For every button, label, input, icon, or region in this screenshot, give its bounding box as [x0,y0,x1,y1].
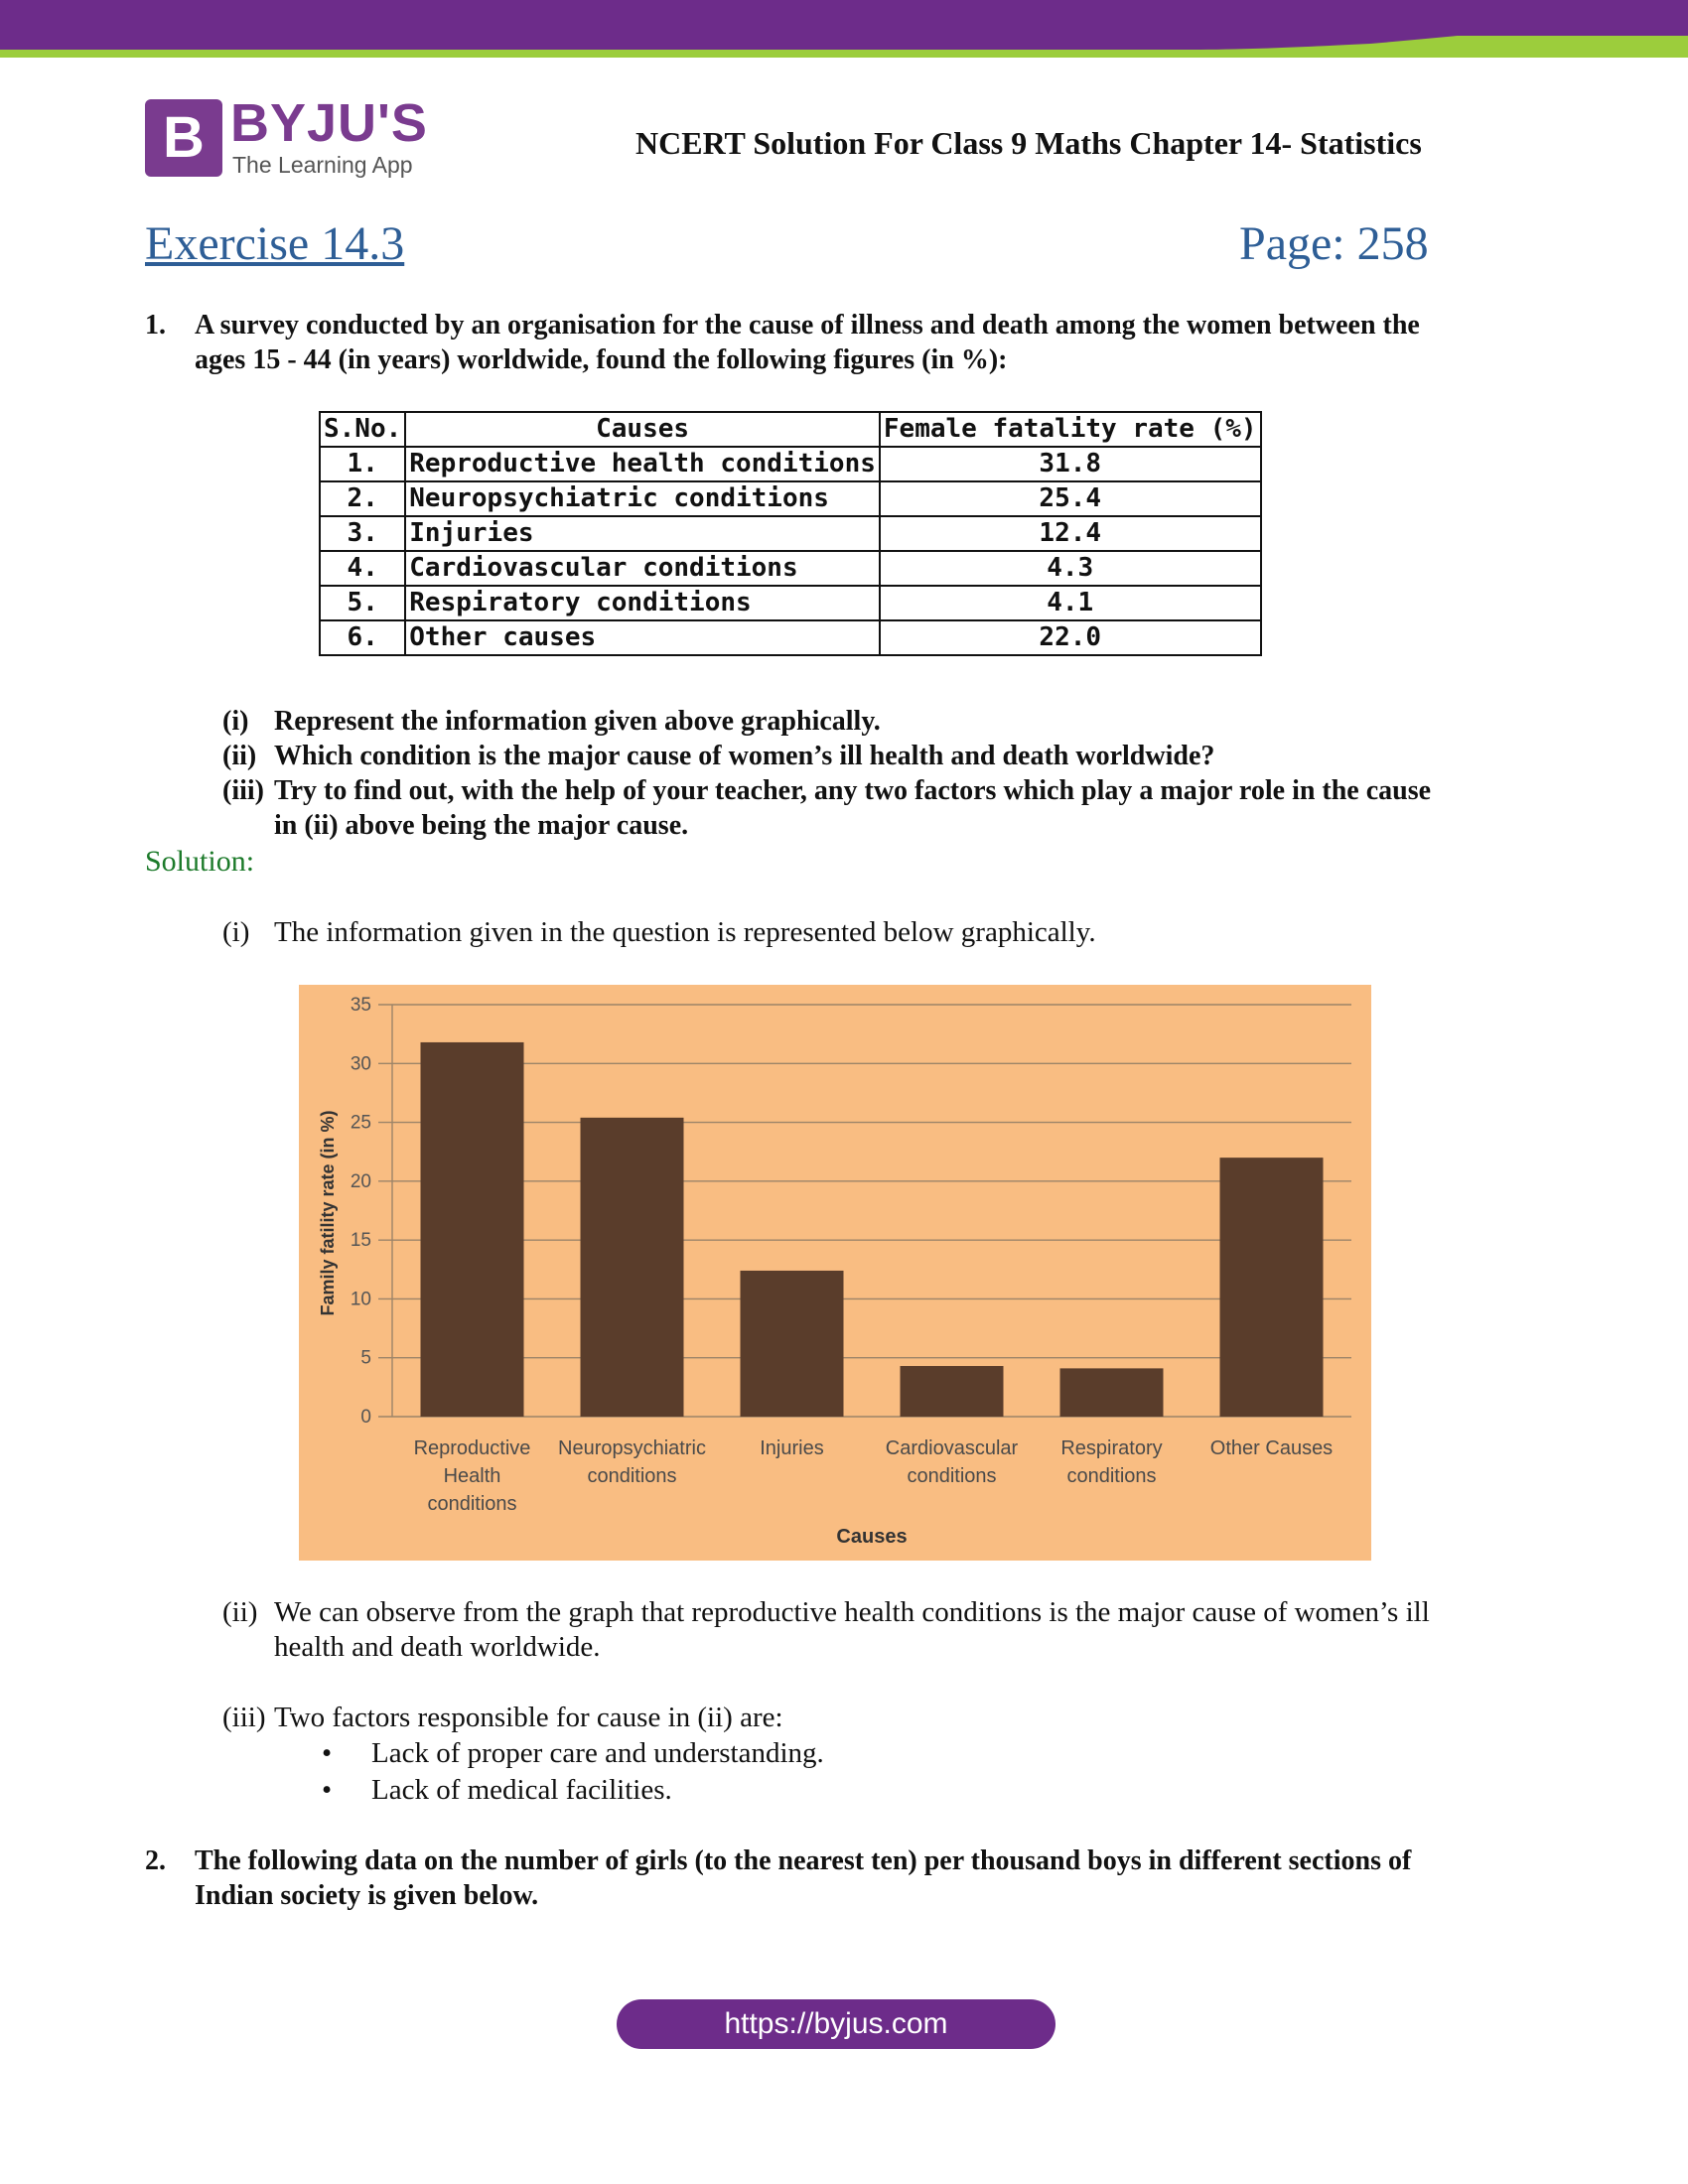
y-tick-label: 0 [360,1407,371,1428]
answer-text: Two factors responsible for cause in (ii) are: [274,1702,783,1733]
y-tick-label: 35 [350,995,371,1016]
table-cell: Reproductive health conditions [405,447,880,481]
y-axis-title: Family fatility rate (in %) [318,1110,338,1316]
chart-bar [421,1042,524,1417]
x-tick-label: Respiratory [1060,1437,1163,1459]
bullet-dot: • [322,1774,333,1806]
table-cell: 22.0 [880,620,1261,655]
x-tick-label: Cardiovascular [885,1437,1019,1459]
solution-label: Solution: [145,845,255,878]
x-tick-label: Reproductive [413,1437,531,1459]
y-tick-label: 10 [350,1289,371,1310]
byjus-logo [145,93,433,181]
table-cell: 4.3 [880,551,1261,586]
table-cell: Cardiovascular conditions [405,551,880,586]
y-tick-label: 20 [350,1170,371,1192]
answer-mark: (iii) [222,1702,266,1733]
chart-bar [1220,1158,1324,1417]
table-cell: 3. [320,516,405,551]
table-cell: 4. [320,551,405,586]
table-cell: Respiratory conditions [405,586,880,620]
subquestion-text: Represent the information given above graphically. [274,706,881,737]
footer-url-link[interactable]: https://byjus.com [617,1999,1055,2049]
table-row [320,620,1261,655]
x-tick-label: Injuries [760,1437,824,1459]
table-cell: 6. [320,620,405,655]
column-header: S.No. [320,412,405,447]
table-cell: 1. [320,447,405,481]
chart-bar [901,1366,1004,1417]
table-cell: Neuropsychiatric conditions [405,481,880,516]
x-axis-title: Causes [836,1526,908,1548]
table-row [320,551,1261,586]
question-text: A survey conducted by an organisation for the cause of illness and death among the women between the ages 15 - 44 (in years) worldwide, found the following figures (in %): [195,310,1420,375]
bullet-text: Lack of medical facilities. [371,1774,672,1806]
subquestion-mark: (i) [222,706,249,737]
answer-text: The information given in the question is represented below graphically. [274,916,1096,948]
x-tick-label: conditions [907,1465,997,1487]
y-tick-label: 30 [350,1053,371,1075]
y-tick-label: 5 [360,1347,371,1369]
answer-mark: (i) [222,916,250,948]
fatality-table [319,411,1262,656]
table-cell: 12.4 [880,516,1261,551]
exercise-heading: Exercise 14.3 [145,217,405,270]
answer-text: We can observe from the graph that reproductive health conditions is the major cause of women’s ill health and death worldwide. [274,1596,1430,1663]
y-tick-label: 25 [350,1112,371,1134]
table-row [320,586,1261,620]
x-tick-label: Health [443,1465,501,1487]
x-tick-label: conditions [587,1465,677,1487]
logo-badge [145,99,222,177]
x-tick-label: conditions [1066,1465,1157,1487]
question-text: The following data on the number of girls (to the nearest ten) per thousand boys in different sections of Indian society is given below. [195,1845,1412,1911]
x-tick-label: Other Causes [1209,1437,1334,1459]
chart-bar [1060,1368,1164,1417]
table-header-row [320,412,1261,447]
subquestion-mark: (ii) [222,741,257,771]
chart-svg [299,985,1371,1561]
table-row [320,516,1261,551]
x-tick-label: conditions [427,1493,517,1515]
table-cell: 31.8 [880,447,1261,481]
bullet-dot: • [322,1737,333,1769]
chart-bar [741,1271,844,1417]
table-cell: Other causes [405,620,880,655]
logo-brand-name: BYJU'S [230,93,428,153]
question-number: 2. [145,1845,166,1876]
table-cell: 4.1 [880,586,1261,620]
question-number: 1. [145,310,166,341]
top-decorative-bar [0,0,1688,60]
document-title: NCERT Solution For Class 9 Maths Chapter 14- Statistics [635,125,1422,161]
subquestion-text: Try to find out, with the help of your teacher, any two factors which play a major role in the cause in (ii) above being the major cause. [274,775,1432,841]
column-header: Causes [405,412,880,447]
fatality-bar-chart [299,985,1371,1561]
bullet-text: Lack of proper care and understanding. [371,1737,824,1769]
table-row [320,447,1261,481]
x-tick-label: Neuropsychiatric [558,1437,706,1459]
logo-badge-letter: B [163,105,205,170]
page-number: Page: 258 [1239,217,1429,270]
logo-tagline: The Learning App [232,152,413,178]
answer-mark: (ii) [222,1596,258,1628]
column-header: Female fatality rate (%) [880,412,1261,447]
table-cell: Injuries [405,516,880,551]
subquestion-mark: (iii) [222,775,264,806]
subquestion-text: Which condition is the major cause of women’s ill health and death worldwide? [274,741,1215,771]
y-tick-label: 15 [350,1230,371,1252]
table-cell: 5. [320,586,405,620]
table-cell: 2. [320,481,405,516]
table-row [320,481,1261,516]
table-cell: 25.4 [880,481,1261,516]
chart-bar [581,1118,684,1417]
